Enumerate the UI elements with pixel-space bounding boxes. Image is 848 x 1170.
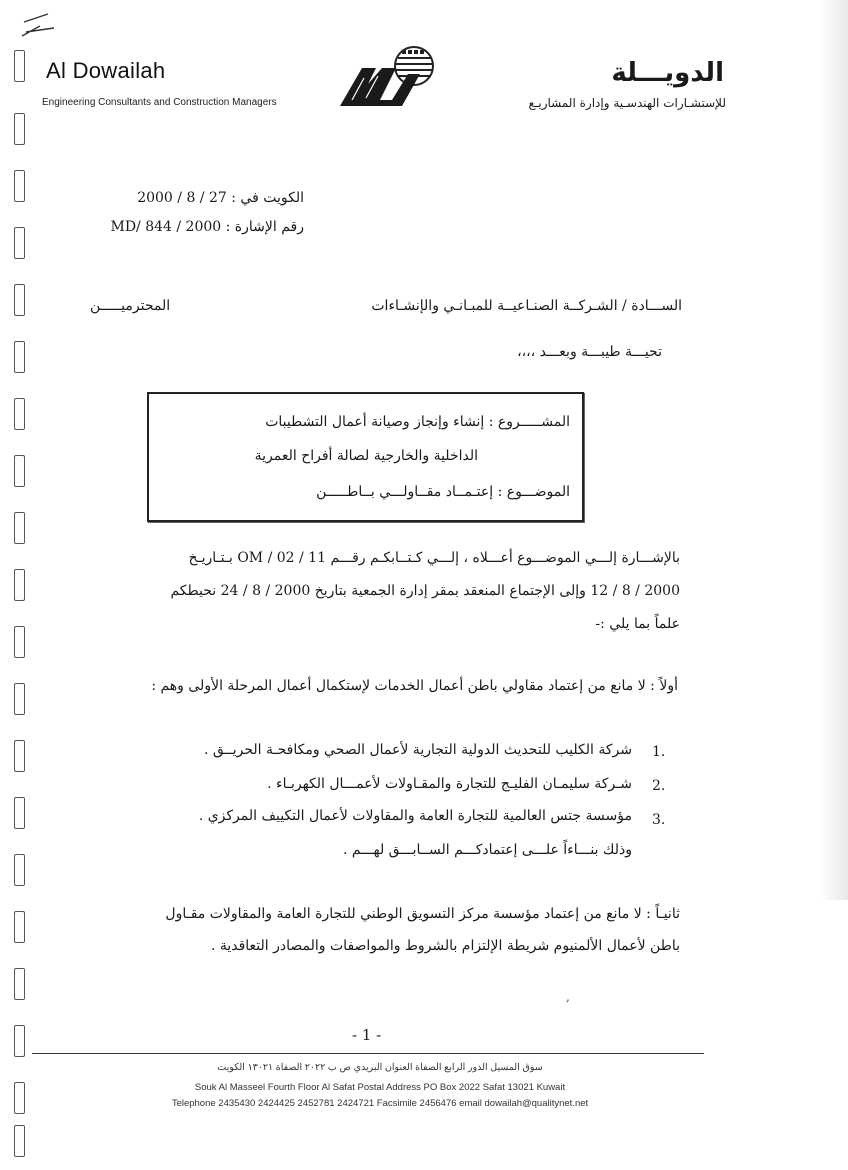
greeting: تحيـــة طيبـــة وبعـــد ،،،، <box>517 344 662 360</box>
list-item: مؤسسة جتس العالمية للتجارة العامة والمقاولات لأعمال التكييف المركزي . <box>198 808 632 824</box>
item-number: 2. <box>652 778 666 794</box>
company-tagline-en: Engineering Consultants and Construction Managers <box>42 97 277 108</box>
second-paragraph <box>70 906 680 976</box>
project-line-1: المشـــــروع : إنشاء وإنجاز وصيانة أعمال التشطيبات <box>265 414 570 430</box>
footer-contact: Telephone 2435430 2424425 2452781 2424721 Facsimile 2456476 email dowailah@qualitynet.net <box>171 1098 589 1109</box>
page-edge-shadow <box>820 0 848 900</box>
addressee-respected: المحترميـــــن <box>90 298 171 314</box>
intro-line-1: بالإشـــارة إلـــي الموضـــوع أعـــلاه ، إلـــي كـتــابكـم رقـــم OM / 02 / 11 بـتـاريـخ <box>188 550 680 566</box>
addressee <box>90 298 682 314</box>
list-item: شركة الكليب للتحديث الدولية التجارية لأعمال الصحي ومكافحـة الحريــق . <box>203 742 632 758</box>
list-item: شـركة سليمـان الفليـج للتجارة والمقـاولات لأعمـــال الكهربـاء . <box>267 776 632 792</box>
intro-paragraph <box>70 550 680 640</box>
item-number: 3. <box>652 812 666 828</box>
addressee-name: الســـادة / الشـركــة الصنـاعيــة للمبـانـي والإنشـاءات <box>371 298 682 314</box>
footer-address-ar: سوق المسيل الدور الرابع الصفاة العنوان البريدي ص ب ٢٠٢٢ الصفاة ١٣٠٢١ الكويت <box>217 1062 543 1073</box>
topic-line: الموضـــوع : إعتـمــاد مقــاولـــي بــاطـــــن <box>316 484 570 500</box>
date-reference-block <box>110 184 304 242</box>
item-number: 1. <box>652 744 666 760</box>
date-row <box>110 184 304 213</box>
pen-scribble <box>18 8 58 48</box>
reference-row <box>110 213 304 242</box>
reference-label: رقم الإشارة : <box>225 219 304 235</box>
subject-box <box>147 392 584 522</box>
first-heading: أولاً : لا مانع من إعتماد مقاولي باطن أعمال الخدمات لإستكمال أعمال المرحلة الأولى وهم : <box>151 678 678 694</box>
second-line-1: ثانيـاً : لا مانع من إعتماد مؤسسة مركز التسويق الوطني للتجارة العامة والمقاولات مقـاول <box>165 906 680 922</box>
page-number: - 1 - <box>352 1026 382 1044</box>
company-logo-icon <box>336 44 440 112</box>
footer-address-en: Souk Al Masseel Fourth Floor Al Safat Postal Address PO Box 2022 Safat 13021 Kuwait <box>194 1082 566 1093</box>
intro-line-3: علماً بما يلي :- <box>595 616 680 632</box>
company-tagline-ar: للإستشـارات الهندسـية وإدارة المشاريـع <box>528 96 726 110</box>
company-name-ar: الدويـــلة <box>611 58 724 88</box>
first-closing: وذلك بنـــاءاً علـــى إعتمادكـــم الســابـــق لهـــم . <box>342 842 632 858</box>
company-name-en: Al Dowailah <box>46 58 166 83</box>
second-line-2: باطن لأعمال الألمنيوم شريطة الإلتزام بالشروط والمواصفات والمصادر التعاقدية . <box>210 938 680 954</box>
date-label: الكويت في : <box>231 190 304 206</box>
footer-divider <box>32 1053 704 1054</box>
reference-value: MD/ 844 / 2000 <box>110 219 222 235</box>
ink-mark: , <box>566 990 570 1004</box>
date-value: 2000 / 8 / 27 <box>137 190 227 206</box>
project-line-2: الداخلية والخارجية لصالة أفراح العمرية <box>254 448 478 464</box>
intro-line-2: 2000 / 8 / 12 وإلى الإجتماع المنعقد بمقر إدارة الجمعية بتاريخ 2000 / 8 / 24 نحيطكم <box>170 583 680 599</box>
